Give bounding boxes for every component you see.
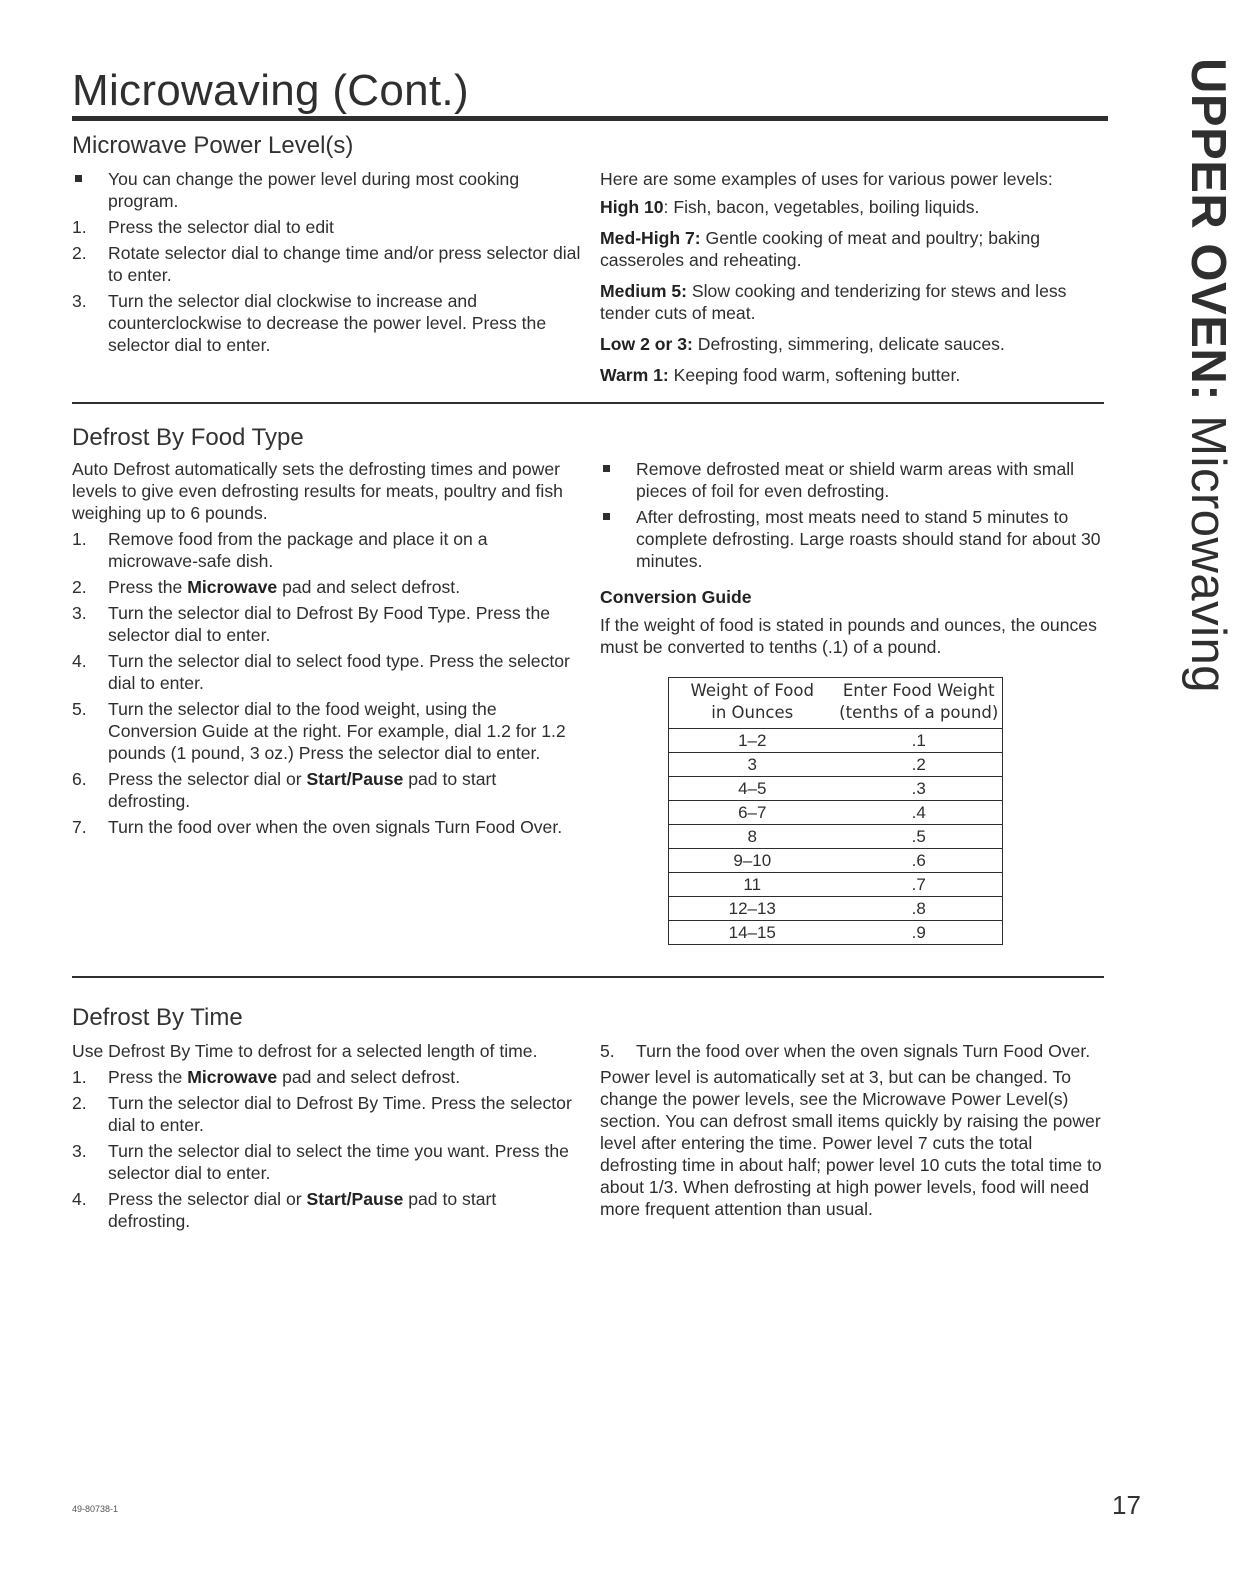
header-line: (tenths of a pound) <box>839 703 999 722</box>
step-text: Press the <box>108 1067 188 1087</box>
table-header-row <box>669 678 1003 729</box>
step-text-post: pad to start defrosting. <box>108 769 497 811</box>
bullet-square-icon <box>603 465 610 472</box>
bullet-text: Remove defrosted meat or shield warm areas with small pieces of foil for even defrosting. <box>636 459 1075 501</box>
step-text: Press the <box>108 577 188 597</box>
list-item <box>72 242 582 286</box>
step-text: Turn the food over when the oven signals Turn Food Over. <box>108 817 563 837</box>
example-label: High 10 <box>600 197 664 217</box>
power-levels-heading: Microwave Power Level(s) <box>72 132 354 159</box>
step-text: Turn the selector dial clockwise to increase and counterclockwise to decrease the power level. Press the selector dial to enter. <box>108 291 547 355</box>
step-text: Turn the selector dial to Defrost By Food Type. Press the selector dial to enter. <box>108 603 551 645</box>
list-item <box>72 698 582 764</box>
step-number: 2. <box>72 1093 87 1113</box>
table-cell-ounces: 6–7 <box>669 801 836 825</box>
step-text: Turn the food over when the oven signals Turn Food Over. <box>636 1041 1091 1061</box>
table-row <box>669 921 1003 945</box>
example-text: Keeping food warm, softening butter. <box>668 365 961 385</box>
table-cell-ounces: 12–13 <box>669 897 836 921</box>
table-cell-ounces: 3 <box>669 753 836 777</box>
bullet-text: After defrosting, most meats need to stand 5 minutes to complete defrosting. Large roasts should stand for about 30 minutes. <box>636 507 1101 571</box>
table-header-enter <box>836 678 1003 729</box>
step-bold: Start/Pause <box>306 1189 404 1209</box>
example-text: : Fish, bacon, vegetables, boiling liquids. <box>663 197 980 217</box>
list-item <box>72 1066 582 1088</box>
table-row <box>669 777 1003 801</box>
document-code: 49-80738-1 <box>72 1504 119 1514</box>
defrost-time-steps <box>72 1066 582 1232</box>
table-cell-tenths: .8 <box>836 897 1003 921</box>
conversion-guide-text: If the weight of food is stated in pounds and ounces, the ounces must be converted to tenths (.1) of a pound. <box>600 615 1097 657</box>
table-row <box>669 729 1003 753</box>
step-text-post: pad and select defrost. <box>277 1067 461 1087</box>
table-cell-tenths: .6 <box>836 849 1003 873</box>
list-item <box>72 768 582 812</box>
table-cell-ounces: 11 <box>669 873 836 897</box>
table-cell-tenths: .5 <box>836 825 1003 849</box>
list-item <box>72 1092 582 1136</box>
table-cell-ounces: 1–2 <box>669 729 836 753</box>
step-text: Press the selector dial or <box>108 1189 307 1209</box>
list-item <box>72 650 582 694</box>
table-cell-ounces: 9–10 <box>669 849 836 873</box>
example-item <box>600 364 1110 386</box>
defrost-food-right <box>600 458 1110 658</box>
step-bold: Start/Pause <box>306 769 404 789</box>
defrost-food-steps <box>72 528 582 838</box>
example-text: Defrosting, simmering, delicate sauces. <box>692 334 1005 354</box>
example-item <box>600 280 1110 324</box>
bullet-text: You can change the power level during most cooking program. <box>108 169 520 211</box>
table-row <box>669 753 1003 777</box>
bullet-square-icon <box>603 513 610 520</box>
step-number: 5. <box>600 1041 615 1061</box>
table-cell-ounces: 8 <box>669 825 836 849</box>
bullet-square-icon <box>75 175 82 182</box>
step-bold: Microwave <box>187 577 278 597</box>
section-divider <box>72 976 1104 978</box>
example-label: Medium 5: <box>600 281 687 301</box>
table-cell-ounces: 4–5 <box>669 777 836 801</box>
table-cell-ounces: 14–15 <box>669 921 836 945</box>
header-line: Weight of Food <box>690 681 814 700</box>
table-header-weight <box>669 678 836 729</box>
list-item <box>72 816 582 838</box>
step-text: Turn the selector dial to select the time you want. Press the selector dial to enter. <box>108 1141 569 1183</box>
step-number: 5. <box>72 699 87 719</box>
table-cell-tenths: .3 <box>836 777 1003 801</box>
step-text: Turn the selector dial to the food weight, using the Conversion Guide at the right. For example, dial 1.2 for 1.2 pounds (1 pound, 3 oz.) Press the selector dial to enter. <box>108 699 566 763</box>
step-number: 4. <box>72 651 87 671</box>
list-item <box>72 1140 582 1184</box>
list-item <box>72 1188 582 1232</box>
step-text-post: pad to start defrosting. <box>108 1189 497 1231</box>
example-label: Warm 1: <box>600 365 669 385</box>
step-number: 1. <box>72 217 87 237</box>
step-text: Turn the selector dial to Defrost By Time. Press the selector dial to enter. <box>108 1093 572 1135</box>
side-tab <box>1181 58 1235 694</box>
step-number: 6. <box>72 769 87 789</box>
examples-intro: Here are some examples of uses for various power levels: <box>600 169 1053 189</box>
conversion-table <box>668 677 1003 945</box>
list-item <box>600 1040 1110 1062</box>
step-number: 4. <box>72 1189 87 1209</box>
example-label: Med-High 7: <box>600 228 701 248</box>
step-number: 2. <box>72 243 87 263</box>
step-number: 3. <box>72 603 87 623</box>
table-row <box>669 897 1003 921</box>
list-item <box>72 528 582 572</box>
defrost-time-step5 <box>600 1040 1110 1062</box>
power-levels-left <box>72 168 582 360</box>
example-text: Gentle cooking of meat and poultry; baking casseroles and reheating. <box>600 228 1041 270</box>
step-text: Rotate selector dial to change time and/or press selector dial to enter. <box>108 243 581 285</box>
power-bullet-list <box>72 168 582 212</box>
example-item <box>600 196 1110 218</box>
list-item <box>72 602 582 646</box>
defrost-bullets <box>600 458 1110 572</box>
defrost-time-right <box>600 1040 1110 1220</box>
conversion-guide-heading: Conversion Guide <box>600 587 752 607</box>
list-item <box>600 458 1110 502</box>
example-label: Low 2 or 3: <box>600 334 693 354</box>
step-text: Press the selector dial to edit <box>108 217 334 237</box>
header-line: in Ounces <box>711 703 794 722</box>
example-text: Slow cooking and tenderizing for stews and less tender cuts of meat. <box>600 281 1067 323</box>
side-tab-bold: UPPER OVEN: <box>1181 58 1235 402</box>
page-number: 17 <box>1112 1490 1141 1520</box>
header-line: Enter Food Weight <box>842 681 995 700</box>
title-rule <box>72 116 1108 121</box>
defrost-time-note: Power level is automatically set at 3, but can be changed. To change the power levels, see the Microwave Power Level(s) section. You can defrost small items quickly by raising the power level after entering the time. Power level 7 cuts the total defrosting time in about half; power level 10 cuts the total time to about 1/3. When defrosting at high power levels, food will need more frequent attention than usual. <box>600 1067 1102 1219</box>
defrost-time-heading: Defrost By Time <box>72 1004 243 1031</box>
list-item <box>72 168 582 212</box>
table-cell-tenths: .1 <box>836 729 1003 753</box>
table-cell-tenths: .9 <box>836 921 1003 945</box>
table-cell-tenths: .2 <box>836 753 1003 777</box>
list-item <box>72 576 582 598</box>
table-cell-tenths: .7 <box>836 873 1003 897</box>
table-cell-tenths: .4 <box>836 801 1003 825</box>
step-number: 7. <box>72 817 87 837</box>
list-item <box>72 290 582 356</box>
defrost-food-left <box>72 458 582 842</box>
step-number: 3. <box>72 291 87 311</box>
section-divider <box>72 402 1104 404</box>
table-row <box>669 825 1003 849</box>
step-text: Turn the selector dial to select food type. Press the selector dial to enter. <box>108 651 570 693</box>
step-number: 3. <box>72 1141 87 1161</box>
example-item <box>600 227 1110 271</box>
side-tab-regular: Microwaving <box>1181 401 1235 694</box>
step-text-post: pad and select defrost. <box>277 577 461 597</box>
step-number: 1. <box>72 1067 87 1087</box>
list-item <box>600 506 1110 572</box>
example-item <box>600 333 1110 355</box>
defrost-time-intro: Use Defrost By Time to defrost for a selected length of time. <box>72 1041 538 1061</box>
page-title: Microwaving (Cont.) <box>72 66 469 115</box>
table-row <box>669 873 1003 897</box>
defrost-time-left <box>72 1040 582 1236</box>
power-levels-examples <box>600 168 1110 395</box>
list-item <box>72 216 582 238</box>
defrost-food-heading: Defrost By Food Type <box>72 424 304 451</box>
table-row <box>669 849 1003 873</box>
step-bold: Microwave <box>187 1067 278 1087</box>
step-number: 1. <box>72 529 87 549</box>
table-row <box>669 801 1003 825</box>
step-text: Remove food from the package and place it on a microwave-safe dish. <box>108 529 488 571</box>
power-steps <box>72 216 582 356</box>
defrost-food-intro: Auto Defrost automatically sets the defrosting times and power levels to give even defrosting results for meats, poultry and fish weighing up to 6 pounds. <box>72 459 563 523</box>
step-text: Press the selector dial or <box>108 769 307 789</box>
step-number: 2. <box>72 577 87 597</box>
